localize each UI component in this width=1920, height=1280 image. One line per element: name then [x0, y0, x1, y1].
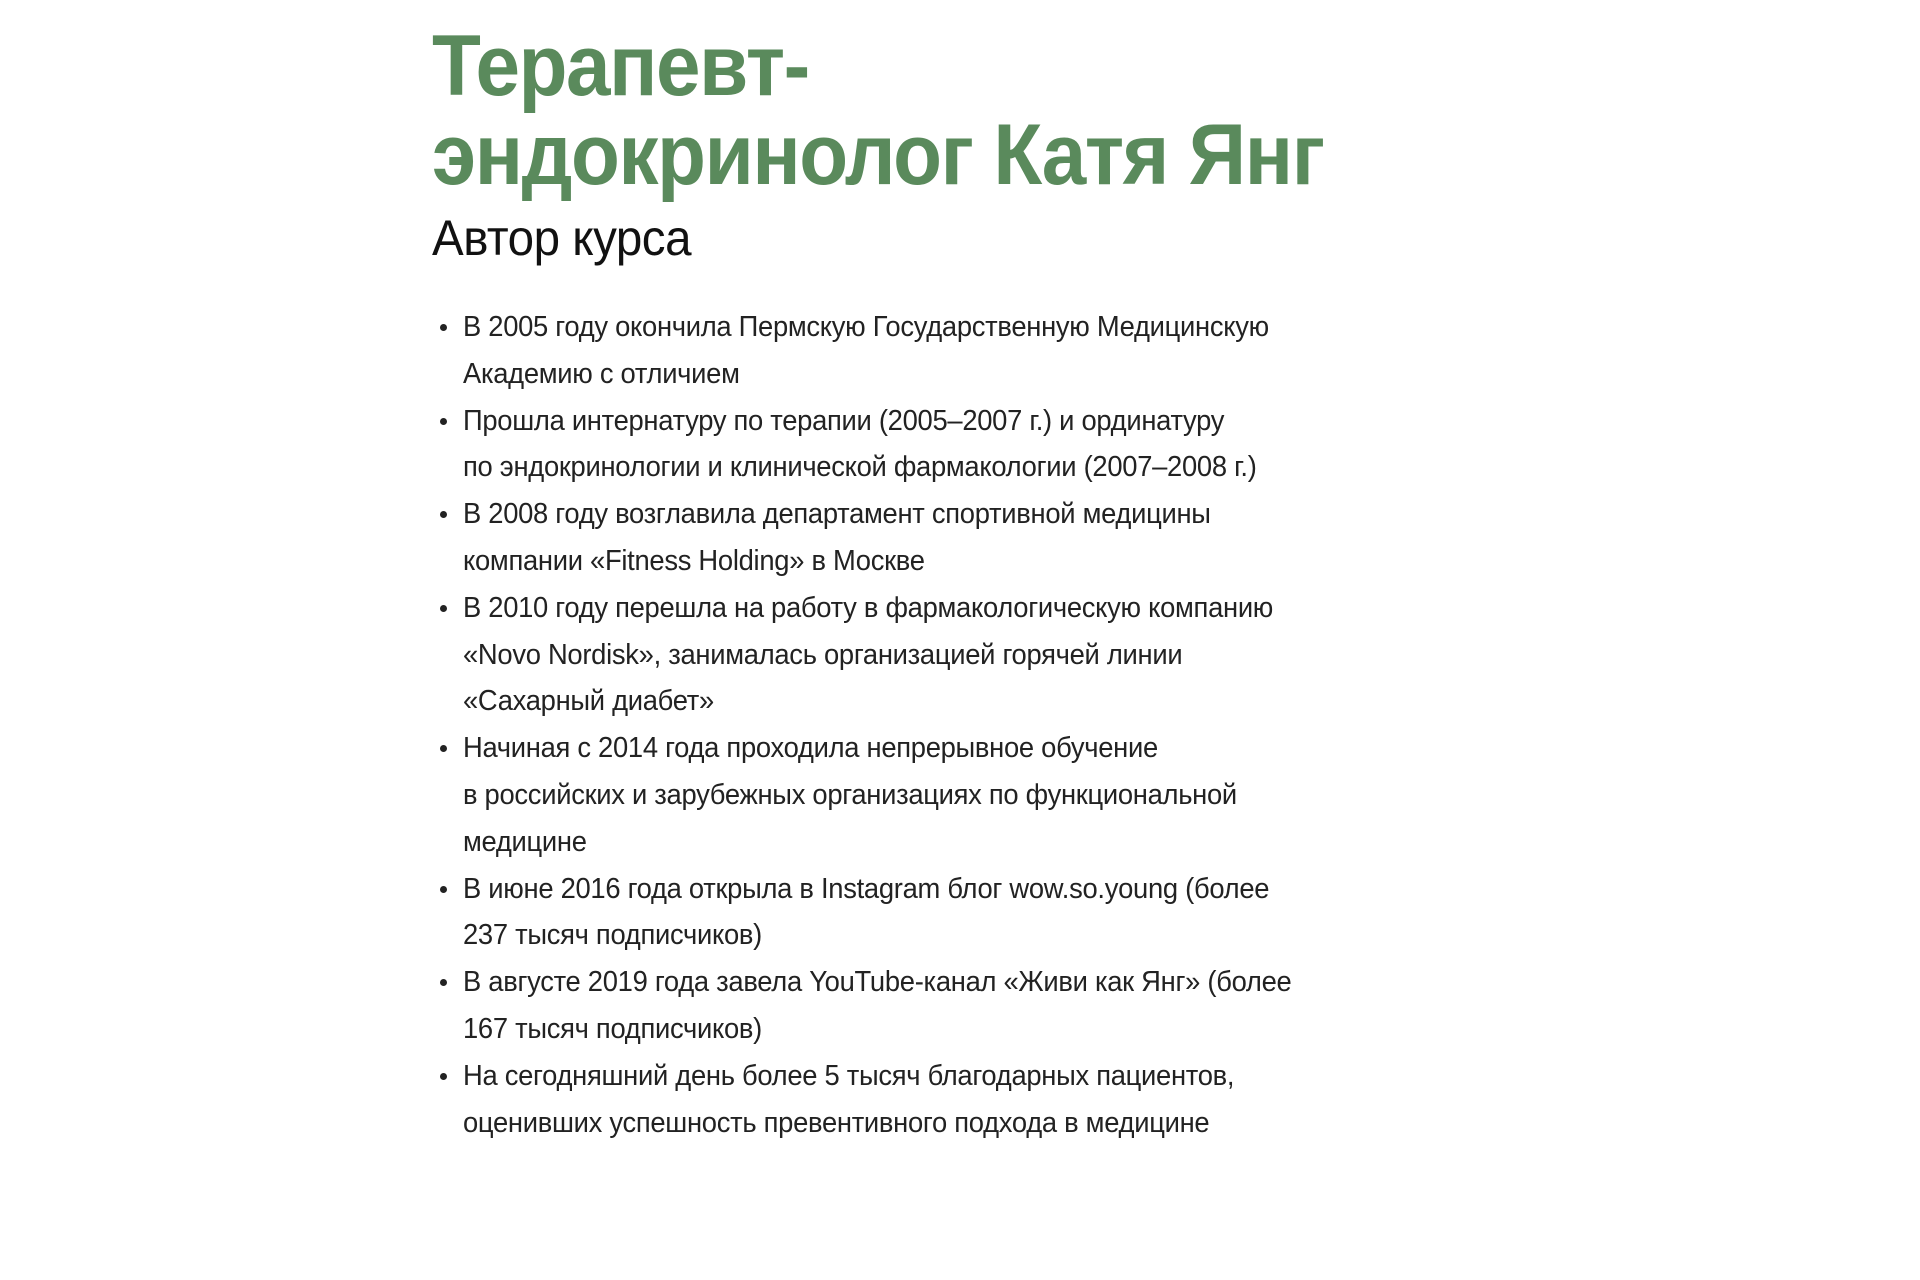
bio-list-item	[432, 585, 1432, 725]
bullet-icon	[440, 979, 447, 986]
bio-item-text	[463, 725, 1393, 865]
bio-item-text	[463, 398, 1393, 492]
bio-item-line: На сегодняшний день более 5 тысяч благодарных пациентов,	[463, 1059, 1235, 1092]
title-line-1: Терапевт-	[432, 18, 809, 114]
bio-item-text	[463, 304, 1393, 398]
bio-item-text	[463, 585, 1393, 725]
bio-list-item	[432, 1053, 1432, 1147]
bio-item-text	[463, 959, 1393, 1053]
bio-item-text	[463, 1053, 1393, 1147]
bio-item-line: В 2010 году перешла на работу в фармакологическую компанию	[463, 591, 1274, 624]
bullet-icon	[440, 324, 447, 331]
author-section	[432, 18, 1432, 1146]
bullet-icon	[440, 511, 447, 518]
bio-item-line: Прошла интернатуру по терапии (2005–2007 г.) и ординатуру	[463, 404, 1225, 437]
bullet-icon	[440, 1073, 447, 1080]
bio-item-line: Академию с отличием	[463, 357, 740, 390]
bio-item-line: Начиная с 2014 года проходила непрерывное обучение	[463, 732, 1158, 765]
bio-item-text	[463, 866, 1393, 960]
bio-list	[432, 304, 1432, 1146]
bio-item-line: в российских и зарубежных организациях по функциональной	[463, 778, 1237, 811]
bio-item-line: медицине	[463, 825, 587, 858]
bio-list-item	[432, 866, 1432, 960]
bullet-icon	[440, 418, 447, 425]
bio-item-line: «Novo Nordisk», занималась организацией горячей линии	[463, 638, 1183, 671]
bio-item-line: 237 тысяч подписчиков)	[463, 919, 763, 952]
bio-item-line: В 2008 году возглавила департамент спортивной медицины	[463, 498, 1211, 531]
bullet-icon	[440, 605, 447, 612]
bio-item-line: В августе 2019 года завела YouTube-канал «Живи как Янг» (более	[463, 966, 1292, 999]
bio-list-item	[432, 398, 1432, 492]
page-title	[432, 18, 1362, 203]
bio-list-item	[432, 304, 1432, 398]
bullet-icon	[440, 745, 447, 752]
bio-item-line: В июне 2016 года открыла в Instagram блог wow.so.young (более	[463, 872, 1270, 905]
bio-list-item	[432, 491, 1432, 585]
bio-list-item	[432, 959, 1432, 1053]
bio-item-line: компании «Fitness Holding» в Москве	[463, 544, 925, 577]
bio-item-line: оценивших успешность превентивного подхода в медицине	[463, 1106, 1210, 1139]
bio-list-item	[432, 725, 1432, 865]
page-subtitle: Автор курса	[432, 210, 692, 266]
bio-item-line: В 2005 году окончила Пермскую Государственную Медицинскую	[463, 311, 1269, 343]
bio-item-text	[463, 491, 1393, 585]
bio-item-line: «Сахарный диабет»	[463, 685, 714, 718]
bio-item-line: 167 тысяч подписчиков)	[463, 1012, 763, 1045]
title-line-2: эндокринолог Катя Янг	[432, 107, 1324, 203]
bio-item-line: по эндокринологии и клинической фармакологии (2007–2008 г.)	[463, 451, 1257, 484]
bullet-icon	[440, 886, 447, 893]
